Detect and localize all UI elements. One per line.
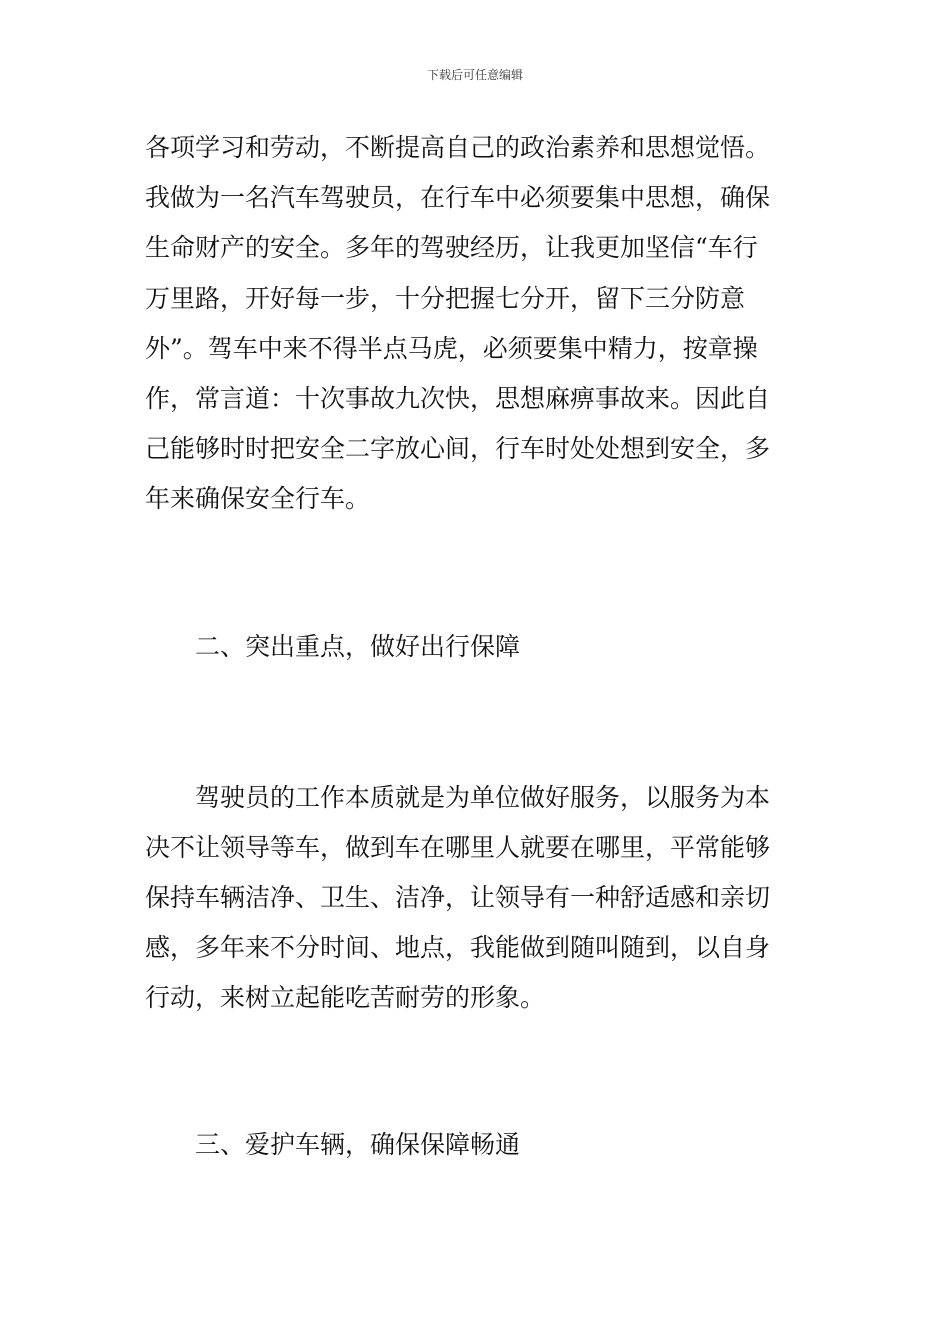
- para1-line-4: 万里路，开好每一步，十分把握七分开，留下三分防意: [145, 284, 746, 313]
- para2-line-5: 行动，来树立起能吃苦耐劳的形象。: [145, 983, 546, 1012]
- page-header-note: 下载后可任意编辑: [426, 68, 523, 82]
- para1-line-2: 我做为一名汽车驾驶员，在行车中必须要集中思想，确保: [145, 183, 771, 212]
- para1-line-8: 年来确保安全行车。: [145, 484, 371, 513]
- para1-line-7: 己能够时时把安全二字放心间，行车时处处想到安全，多: [145, 434, 771, 463]
- para1-line-6: 作，常言道：十次事故九次快，思想麻痹事故来。因此自: [145, 384, 771, 413]
- para2-line-4: 感，多年来不分时间、地点，我能做到随叫随到，以自身: [145, 933, 771, 962]
- para2-line-1: 驾驶员的工作本质就是为单位做好服务，以服务为本: [195, 783, 771, 812]
- para1-line-3: 生命财产的安全。多年的驾驶经历，让我更加坚信“车行: [145, 233, 758, 262]
- section-heading-3: 三、爱护车辆，确保保障畅通: [195, 1130, 521, 1159]
- section-heading-2: 二、突出重点，做好出行保障: [195, 632, 521, 661]
- para2-line-3: 保持车辆洁净、卫生、洁净，让领导有一种舒适感和亲切: [145, 883, 771, 912]
- para2-line-2: 决不让领导等车，做到车在哪里人就要在哪里，平常能够: [145, 833, 771, 862]
- para1-line-5: 外”。驾车中来不得半点马虎，必须要集中精力，按章操: [145, 334, 758, 363]
- para1-line-1: 各项学习和劳动，不断提高自己的政治素养和思想觉悟。: [145, 133, 771, 162]
